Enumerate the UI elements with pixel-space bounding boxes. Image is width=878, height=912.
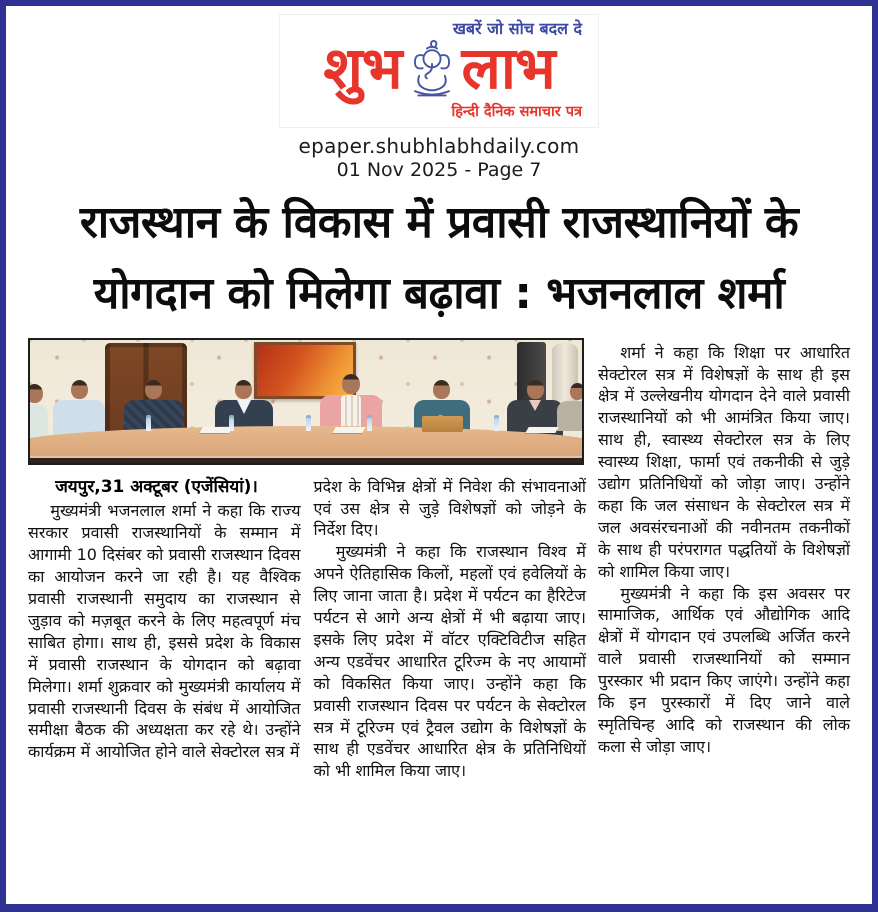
masthead bbox=[6, 6, 872, 181]
edition-line: 01 Nov 2025 - Page 7 bbox=[336, 159, 542, 182]
article-column-1 bbox=[28, 476, 301, 783]
article-paragraph: मुख्यमंत्री भजनलाल शर्मा ने कहा कि राज्य सरकार प्रवासी राजस्थानियों के सम्मान में आगामी 10 दिसंबर को प्रवासी राजस्थान दिवस का आयोजन करने जा रही है। यह वैश्विक प्रवासी राजस्थानी समुदाय का राजस्थान से जुड़ाव को मज़बूत करने के लिए महत्वपूर्ण मंच साबित होगा। साथ ही, इससे प्रदेश के विकास में प्रवासी राजस्थान के योगदान को बढ़ावा मिलेगा। शर्मा शुक्रवार को मुख्यमंत्री कार्यालय में प्रवासी राजस्थानी दिवस के संबंध में आयोजित समीक्षा बैठक की अध्यक्षता कर रहे थे। उन्होंने कार्यक्रम में आयोजित होने वाले सेक्टोरल सत्र में bbox=[28, 501, 301, 762]
site-url: epaper.shubhlabhdaily.com bbox=[298, 134, 580, 159]
headline-line-1: राजस्थान के विकास में प्रवासी राजस्थानियों के bbox=[79, 197, 799, 249]
article-paragraph: प्रदेश के विभिन्न क्षेत्रों में निवेश की संभावनाओं एवं उस क्षेत्र से जुड़े विशेषज्ञों को जोड़ने के निर्देश दिए। bbox=[313, 476, 586, 540]
ganesha-icon bbox=[406, 40, 458, 98]
article-headline bbox=[16, 187, 862, 330]
photo-water-bottle bbox=[494, 418, 499, 431]
logo-tagline: खबरें जो सोच बदल दे bbox=[452, 19, 582, 38]
photo-water-bottle bbox=[306, 418, 311, 431]
photo-papers bbox=[525, 427, 558, 433]
article-columns-1-2 bbox=[28, 476, 586, 783]
photo-person-chief-minister bbox=[320, 374, 382, 433]
photo-water-bottle bbox=[367, 418, 372, 431]
meeting-photo bbox=[28, 338, 584, 465]
article-column-3 bbox=[598, 342, 850, 758]
photo-papers bbox=[332, 427, 365, 433]
dateline: जयपुर,31 अक्टूबर (एजेंसियां)। bbox=[55, 476, 258, 497]
article-paragraph: शर्मा ने कहा कि शिक्षा पर आधारित सेक्टोरल सत्र में विशेषज्ञों के साथ ही इस क्षेत्र में उल्लेखनीय योगदान देने वाले प्रवासी राजस्थानियों को भी आमंत्रित किया जाए। साथ ही, स्वास्थ्य सेक्टोरल सत्र के लिए स्वास्थ्य शिक्षा, फार्मा एवं तकनीकी से जुड़े उद्योग प्रतिनिधियों को जोड़ा जाए। उन्होंने कहा कि जल संसाधन के सेक्टोरल सत्र में जल अवसंरचनाओं की नवीनतम तकनीकों के साथ ही परंपरागत पद्धतियों के विशेषज्ञों को शामिल किया जाए। bbox=[598, 342, 850, 581]
photo-person bbox=[28, 384, 48, 440]
headline-line-2: योगदान को मिलेगा बढ़ावा : भजनलाल शर्मा bbox=[93, 268, 785, 320]
photo-person bbox=[557, 383, 584, 431]
article-body bbox=[6, 338, 872, 783]
logo-title-row bbox=[294, 34, 584, 103]
photo-papers bbox=[199, 427, 232, 433]
logo-word-labh: लाभ bbox=[461, 34, 555, 103]
photo-person bbox=[53, 380, 105, 436]
photo-water-bottle bbox=[146, 418, 151, 431]
article-paragraph: मुख्यमंत्री ने कहा कि इस अवसर पर सामाजिक, आर्थिक एवं औद्योगिक आदि क्षेत्रों में योगदान एवं उपलब्धि अर्जित करने वाले प्रवासी राजस्थानियों को सम्मान पुरस्कार भी प्रदान किए जाएंगे। उन्होंने कहा कि इन पुरस्कारों में दिए जाने वाले स्मृतिचिन्ह आदि को राजस्थान की लोक कला से जोड़ा जाए। bbox=[598, 583, 850, 756]
article-paragraph: मुख्यमंत्री ने कहा कि राजस्थान विश्व में अपने ऐतिहासिक किलों, महलों एवं हवेलियों के लिए जाना जाता है। प्रदेश में पर्यटन का हैरिटेज पर्यटन से आगे अन्य क्षेत्रों में भी बढ़ाया जाए। इसके लिए प्रदेश में वॉटर एक्टिविटीज सहित अन्य एडवेंचर आधारित टूरिज्म के नए आयामों को विकसित किया जाए। उन्होंने कहा कि प्रवासी राजस्थान दिवस पर पर्यटन के सेक्टोरल सत्र में टूरिज्म एवं ट्रैवल उद्योग के विशेषज्ञों के साथ ही एडवेंचर आधारित क्षेत्र के प्रतिनिधियों को भी शामिल किया जाए। bbox=[313, 542, 586, 781]
article-column-2 bbox=[314, 476, 587, 783]
photo-tissue-box bbox=[422, 416, 463, 432]
logo-word-shubh: शुभ bbox=[323, 34, 402, 103]
newspaper-logo bbox=[279, 14, 599, 128]
logo-subtitle: हिन्दी दैनिक समाचार पत्र bbox=[451, 104, 582, 121]
article-left-section bbox=[28, 338, 586, 783]
